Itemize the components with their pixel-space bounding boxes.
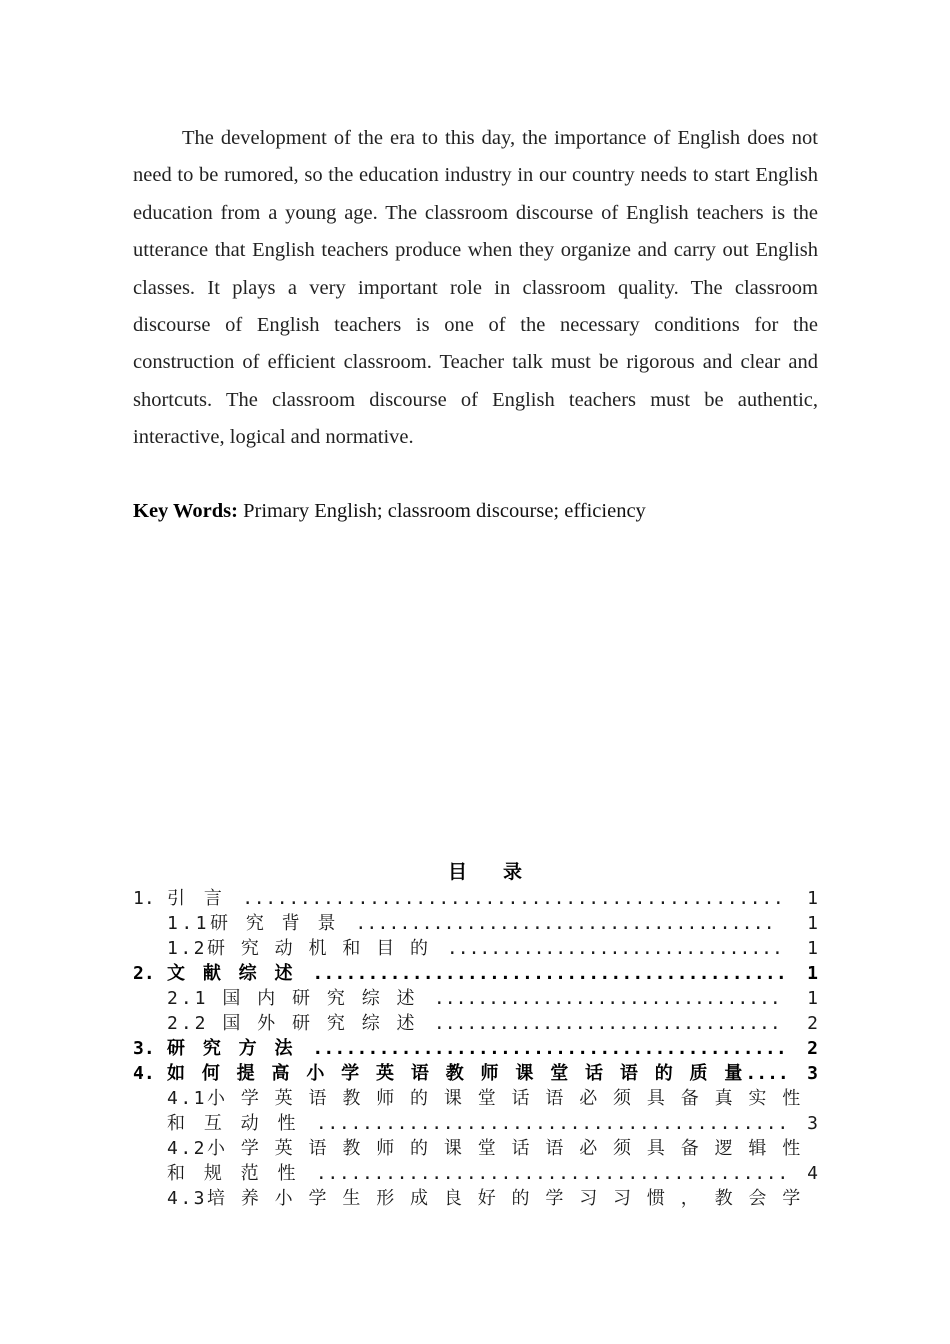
toc-page-number: 1 — [807, 988, 818, 1009]
toc-entry-text: 研 究 方 法 — [167, 1038, 297, 1059]
toc-entry-text: 如 何 提 高 小 学 英 语 教 师 课 堂 话 语 的 质 量 — [167, 1063, 746, 1084]
toc-entry-text: 和 规 范 性 — [167, 1163, 300, 1184]
toc-entry-text: 和 互 动 性 — [167, 1113, 300, 1134]
toc-entry-text: 2.1 国 内 研 究 综 述 — [167, 988, 418, 1009]
toc-entry-1-1[interactable] — [133, 911, 818, 936]
toc-page-number: 1 — [807, 938, 818, 959]
toc-leader-dots: ......................................... — [315, 1113, 789, 1134]
toc-entry-2-2[interactable] — [133, 1011, 818, 1036]
toc-leader-dots: ...................................... — [355, 913, 775, 934]
toc-entry-number: 2. — [133, 963, 155, 984]
toc-page-number: 2 — [807, 1013, 818, 1034]
toc-entry-2-1[interactable] — [133, 986, 818, 1011]
toc-leader-dots: ............................................... — [242, 888, 785, 909]
toc-entry-4-1[interactable] — [133, 1086, 818, 1111]
toc-entry-text: 4.3培 养 小 学 生 形 成 良 好 的 学 习 习 惯 ， 教 会 学 — [167, 1188, 803, 1209]
toc-title: 目录 — [447, 861, 558, 883]
toc-entry-text: 4.1小 学 英 语 教 师 的 课 堂 话 语 必 须 具 备 真 实 性 — [167, 1088, 803, 1109]
toc-leader-dots: ................................ — [433, 1013, 781, 1034]
toc-page-number: 1 — [807, 963, 818, 984]
toc-entry-text: 文 献 综 述 — [167, 963, 297, 984]
toc-entry-1[interactable] — [133, 886, 818, 911]
toc-leader-dots: ........................................... — [312, 1038, 787, 1059]
toc-leader-dots: ................................ — [433, 988, 781, 1009]
toc-entry-3[interactable] — [133, 1036, 818, 1061]
toc-entry-text: 4.2小 学 英 语 教 师 的 课 堂 话 语 必 须 具 备 逻 辑 性 — [167, 1138, 803, 1159]
toc-entry-4[interactable] — [133, 1061, 818, 1086]
toc-leader-dots: ......................................... — [315, 1163, 789, 1184]
toc-entry-4-2-cont[interactable] — [133, 1161, 818, 1186]
toc-entry-number: 4. — [133, 1063, 155, 1084]
keywords-line — [133, 493, 818, 530]
toc-entry-number: 3. — [133, 1038, 155, 1059]
toc-entry-text: 引 言 — [167, 888, 226, 909]
toc-entry-2[interactable] — [133, 961, 818, 986]
toc-entry-text: 1.1研 究 背 景 — [167, 913, 340, 934]
toc-page-number: 2 — [807, 1038, 818, 1059]
toc-entry-1-2[interactable] — [133, 936, 818, 961]
toc-entry-number: 1. — [133, 888, 155, 909]
abstract-paragraph: The development of the era to this day, the importance of English does not need to be rumored, so the education industry in our country needs to start English education from a young age. The classroom discourse of English teachers is the utterance that English teachers produce when they organize and carry out English classes. It plays a very important role in classroom quality. The classroom discourse of English teachers is one of the necessary conditions for the construction of efficient classroom. Teacher talk must be rigorous and clear and shortcuts. The classroom discourse of English teachers must be authentic, interactive, logical and normative. — [133, 127, 818, 449]
toc-page-number: 3 — [807, 1063, 818, 1084]
keywords-text: Primary English; classroom discourse; efficiency — [237, 500, 646, 522]
keywords-label: Key Words: — [133, 500, 238, 522]
toc-entry-text: 1.2研 究 动 机 和 目 的 — [167, 938, 431, 959]
toc-entry-4-2[interactable] — [133, 1136, 818, 1161]
toc-page-number: 4 — [807, 1163, 818, 1184]
toc-entry-4-1-cont[interactable] — [133, 1111, 818, 1136]
toc-page-number: 1 — [807, 888, 818, 909]
toc-leader-dots: .... — [745, 1063, 789, 1084]
toc-leader-dots: ............................... — [446, 938, 783, 959]
table-of-contents — [133, 886, 818, 1211]
toc-page-number: 3 — [807, 1113, 818, 1134]
toc-page-number: 1 — [807, 913, 818, 934]
toc-entry-text: 2.2 国 外 研 究 综 述 — [167, 1013, 418, 1034]
toc-entry-4-3[interactable] — [133, 1186, 818, 1211]
toc-leader-dots: ........................................... — [312, 963, 787, 984]
